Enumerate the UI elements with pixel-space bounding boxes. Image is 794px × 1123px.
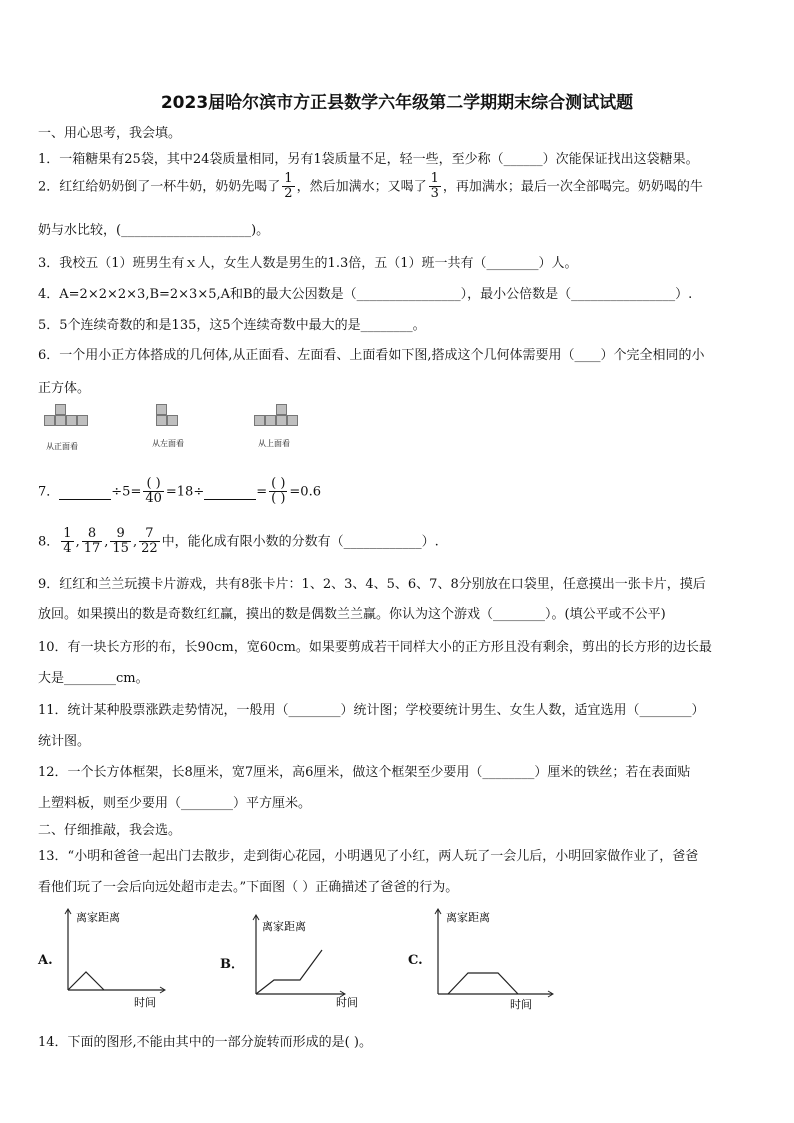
option-a-xlabel: 时间	[134, 996, 156, 1009]
q7-blank-1	[59, 484, 111, 500]
question-12-line-2: 上塑料板，则至少要用（________）平方厘米。	[38, 796, 312, 811]
top-view-caption: 从上面看	[258, 439, 290, 448]
question-4: 4．A=2×2×2×3,B=2×3×5,A和B的最大公因数是（________________），最小公倍数是（________________）.	[38, 287, 693, 302]
question-6: 6．一个用小正方体搭成的几何体,从正面看、左面看、上面看如下图,搭成这个几何体需要用（____）个完全相同的小	[38, 348, 705, 363]
q2-text-1: 2．红红给奶奶倒了一杯牛奶，奶奶先喝了	[38, 179, 281, 195]
option-c-ylabel: 离家距离	[446, 911, 490, 924]
question-10-line-2: 大是________cm。	[38, 671, 149, 686]
question-12: 12．一个长方体框架，长8厘米，宽7厘米，高6厘米，做这个框架至少要用（________）厘米的铁丝；若在表面贴	[38, 765, 691, 780]
question-10: 10．有一块长方形的布，长90cm，宽60cm。如果要剪成若干同样大小的正方形且没有剩余，剪出的长方形的边长最	[38, 640, 712, 655]
question-11: 11．统计某种股票涨跌走势情况，一般用（________）统计图；学校要统计男生、女生人数，适宜选用（________）	[38, 703, 705, 718]
q8-fraction: $\frac{8}{17}$	[83, 526, 101, 557]
question-13-line-2: 看他们玩了一会后向远处超市走去。”下面图（ ）正确描述了爸爸的行为。	[38, 880, 459, 895]
q7-lead: 7．	[38, 484, 60, 500]
question-7	[38, 477, 321, 507]
option-b-xlabel: 时间	[336, 996, 358, 1009]
option-b-ylabel: 离家距离	[262, 920, 306, 933]
q7-text-4: =0.6	[289, 484, 321, 500]
q8-lead: 8．	[38, 534, 60, 550]
q7-text-1: ÷5=	[111, 484, 142, 500]
q7-fraction-2: $\frac{( )}{( )}$	[271, 476, 286, 507]
option-c-graph	[434, 908, 564, 1011]
left-view-caption: 从左面看	[152, 439, 184, 448]
option-a-label: A.	[38, 953, 53, 968]
question-2-line-2: 奶与水比较，(____________________)。	[38, 223, 270, 238]
section-heading-1: 一、用心思考，我会填。	[38, 126, 182, 141]
question-14: 14．下面的图形,不能由其中的一部分旋转而形成的是( )。	[38, 1035, 372, 1050]
q7-blank-2	[204, 484, 256, 500]
question-6-line-2: 正方体。	[38, 381, 91, 396]
q8-fraction: $\frac{9}{15}$	[112, 526, 129, 557]
option-a-graph	[64, 908, 174, 1008]
option-a-ylabel: 离家距离	[76, 911, 120, 924]
question-3: 3．我校五（1）班男生有ｘ人，女生人数是男生的1.3倍，五（1）班一共有（________）人。	[38, 256, 578, 271]
q7-fraction-1: $\frac{( )}{40}$	[145, 476, 162, 507]
front-view-caption: 从正面看	[46, 442, 78, 451]
q2-text-2: ，然后加满水；又喝了	[296, 179, 427, 195]
q2-text-3: ，再加满水；最后一次全部喝完。奶奶喝的牛	[442, 179, 703, 195]
question-2	[38, 172, 703, 202]
q8-fraction: $\frac{7}{22}$	[141, 526, 158, 557]
q2-fraction-2: $\frac{1}{3}$	[430, 171, 439, 202]
question-5: 5．5个连续奇数的和是135，这5个连续奇数中最大的是________。	[38, 318, 426, 333]
option-c-label: C.	[408, 953, 423, 968]
question-1: 1．一箱糖果有25袋，其中24袋质量相同，另有1袋质量不足，轻一些，至少称（______）次能保证找出这袋糖果。	[38, 152, 699, 167]
question-8: 8． $\frac{1}{4}$ , $\frac{8}{17}$ , $\frac{9}{15}$ , $\frac{7}{22}$ 中，能化成有限小数的分数有（____________）.	[38, 526, 439, 557]
question-13: 13．“小明和爸爸一起出门去散步，走到街心花园，小明遇见了小红，两人玩了一会儿后，小明回家做作业了，爸爸	[38, 849, 699, 864]
question-11-line-2: 统计图。	[38, 734, 91, 749]
option-b-graph	[252, 910, 372, 1010]
page-title: 2023届哈尔滨市方正县数学六年级第二学期期末综合测试试题	[160, 93, 634, 113]
q8-text: 中，能化成有限小数的分数有（____________）.	[161, 534, 439, 550]
q2-fraction-1: $\frac{1}{2}$	[284, 171, 293, 202]
q8-fraction: $\frac{1}{4}$	[63, 526, 72, 557]
q7-text-3: =	[256, 484, 268, 500]
question-9-line-2: 放回。如果摸出的数是奇数红红赢，摸出的数是偶数兰兰赢。你认为这个游戏（________）。(填公平或不公平)	[38, 607, 666, 622]
option-b-label: B．	[220, 957, 244, 972]
option-c-xlabel: 时间	[510, 998, 532, 1011]
q7-text-2: =18÷	[165, 484, 205, 500]
section-heading-2: 二、仔细推敲，我会选。	[38, 823, 182, 838]
question-9: 9．红红和兰兰玩摸卡片游戏，共有8张卡片：1、2、3、4、5、6、7、8分别放在口袋里，任意摸出一张卡片，摸后	[38, 577, 706, 592]
